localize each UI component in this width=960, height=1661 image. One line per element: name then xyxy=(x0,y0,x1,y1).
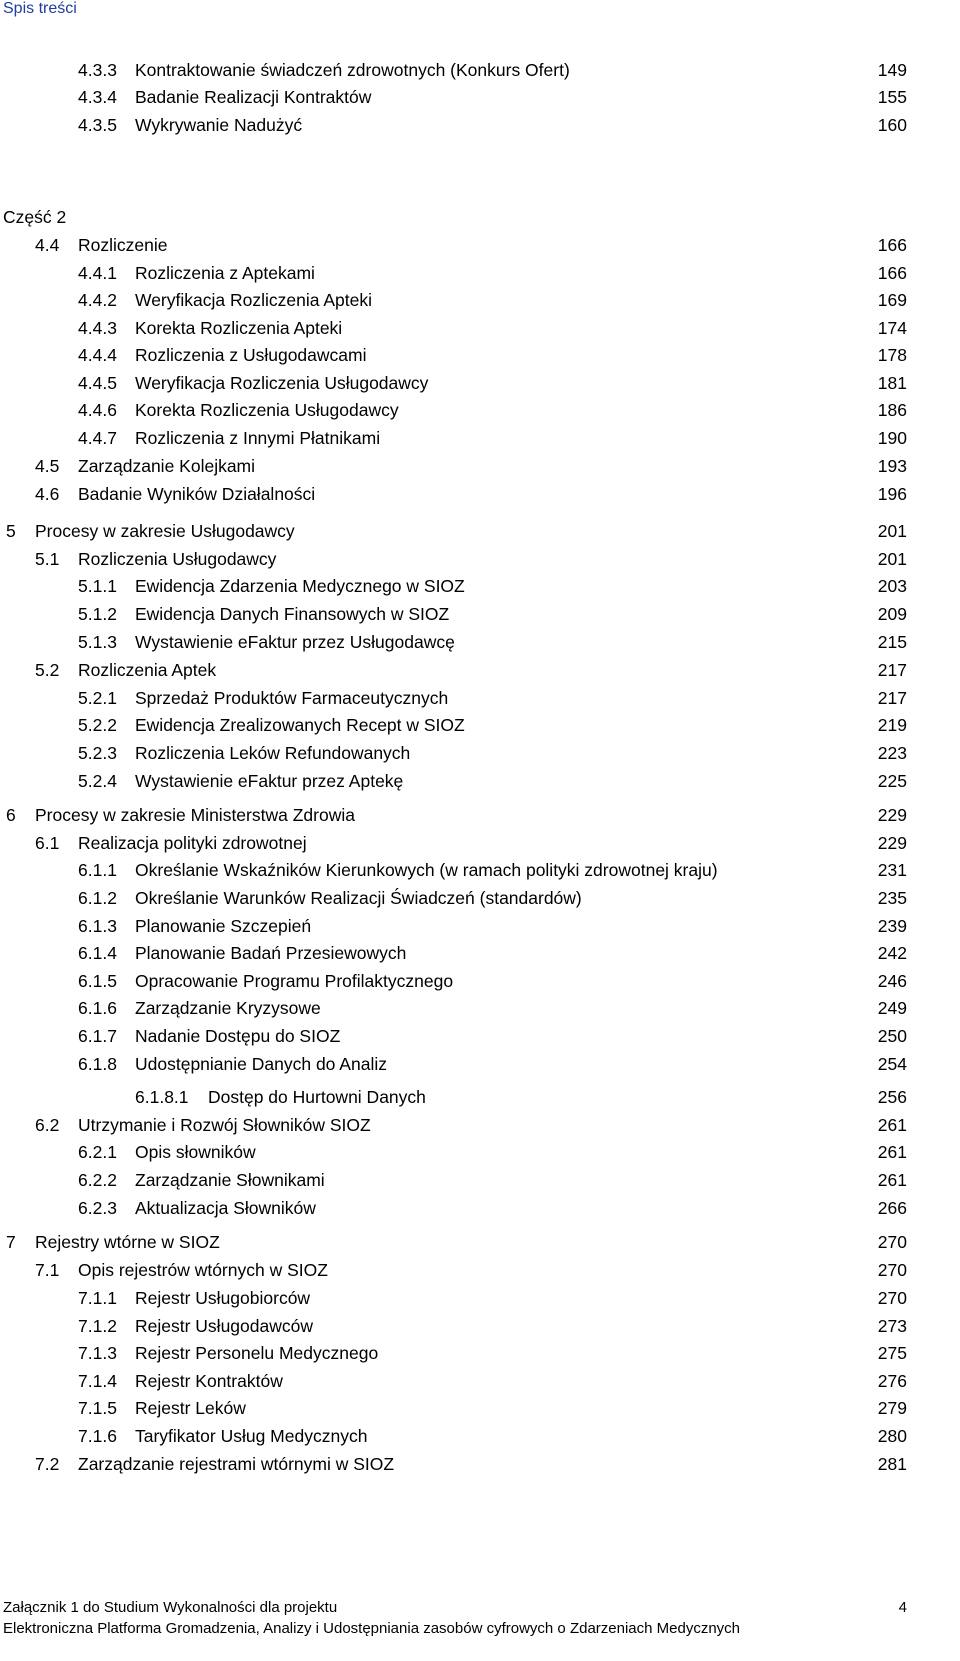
toc-entry-title: Rozliczenia z Innymi Płatnikami xyxy=(135,428,381,448)
toc-entry-title: Korekta Rozliczenia Apteki xyxy=(135,318,343,338)
toc-entry-number: 5.2 xyxy=(35,660,60,680)
toc-entry[interactable] xyxy=(0,1230,960,1254)
toc-entry-title: Wystawienie eFaktur przez Usługodawcę xyxy=(135,632,455,652)
toc-entry-page-number: 279 xyxy=(877,1398,907,1418)
toc-entry-number: 4.4.2 xyxy=(78,290,117,310)
toc-entry-page-number: 229 xyxy=(877,833,907,853)
toc-entry[interactable] xyxy=(0,996,960,1020)
toc-entry[interactable] xyxy=(0,398,960,422)
toc-entry[interactable] xyxy=(0,1024,960,1048)
toc-entry-title: Procesy w zakresie Ministerstwa Zdrowia xyxy=(35,805,355,825)
toc-entry-page-number: 196 xyxy=(877,484,907,504)
toc-entry[interactable] xyxy=(0,914,960,938)
toc-entry-title: Utrzymanie i Rozwój Słowników SIOZ xyxy=(78,1115,371,1135)
toc-part-heading: Część 2 xyxy=(3,207,67,227)
toc-entry[interactable] xyxy=(0,1196,960,1220)
toc-entry-title: Opis słowników xyxy=(135,1142,256,1162)
toc-entry-page-number: 186 xyxy=(877,400,907,420)
toc-entry-page-number: 166 xyxy=(877,235,907,255)
toc-entry[interactable] xyxy=(0,1085,960,1109)
toc-entry[interactable] xyxy=(0,969,960,993)
toc-entry-page-number: 266 xyxy=(877,1198,907,1218)
toc-entry[interactable] xyxy=(0,1452,960,1476)
toc-entry-title: Rejestr Usługobiorców xyxy=(135,1288,311,1308)
toc-entry-page-number: 261 xyxy=(877,1115,907,1135)
toc-entry-page-number: 235 xyxy=(877,888,907,908)
toc-entry[interactable] xyxy=(0,1424,960,1448)
toc-entry-page-number: 203 xyxy=(877,576,907,596)
toc-entry[interactable] xyxy=(0,288,960,312)
toc-entry-number: 6.1.8 xyxy=(78,1054,117,1074)
toc-entry-number: 7.1 xyxy=(35,1260,60,1280)
toc-entry[interactable] xyxy=(0,1286,960,1310)
toc-entry-title: Określanie Wskaźników Kierunkowych (w ramach polityki zdrowotnej kraju) xyxy=(135,860,718,880)
toc-entry-title: Realizacja polityki zdrowotnej xyxy=(78,833,307,853)
toc-entry-page-number: 239 xyxy=(877,916,907,936)
toc-entry-number: 4.4.5 xyxy=(78,373,117,393)
toc-entry-page-number: 209 xyxy=(877,604,907,624)
toc-entry-title: Rejestr Leków xyxy=(135,1398,246,1418)
toc-entry-title: Wystawienie eFaktur przez Aptekę xyxy=(135,771,404,791)
toc-entry-number: 4.4.7 xyxy=(78,428,117,448)
toc-entry[interactable] xyxy=(0,519,960,543)
toc-entry-page-number: 217 xyxy=(877,660,907,680)
toc-entry-page-number: 225 xyxy=(877,771,907,791)
toc-entry-page-number: 270 xyxy=(877,1260,907,1280)
toc-entry-title: Określanie Warunków Realizacji Świadczeń (standardów) xyxy=(135,888,582,908)
toc-entry-number: 7.1.1 xyxy=(78,1288,117,1308)
toc-entry-title: Procesy w zakresie Usługodawcy xyxy=(35,521,295,541)
toc-entry[interactable] xyxy=(0,1341,960,1365)
toc-entry-title: Rejestr Kontraktów xyxy=(135,1371,283,1391)
toc-entry-number: 6 xyxy=(6,805,16,825)
toc-entry-page-number: 169 xyxy=(877,290,907,310)
toc-entry-number: 7.1.5 xyxy=(78,1398,117,1418)
toc-entry[interactable] xyxy=(0,261,960,285)
toc-entry-title: Ewidencja Zrealizowanych Recept w SIOZ xyxy=(135,715,465,735)
toc-entry[interactable] xyxy=(0,547,960,571)
toc-entry-title: Rozliczenia Aptek xyxy=(78,660,217,680)
toc-entry-page-number: 149 xyxy=(877,60,907,80)
toc-entry-title: Badanie Wyników Działalności xyxy=(78,484,316,504)
toc-entry[interactable] xyxy=(0,482,960,506)
toc-entry-number: 4.3.5 xyxy=(78,115,117,135)
toc-entry[interactable] xyxy=(0,85,960,109)
page-header-title: Spis treści xyxy=(3,0,77,17)
toc-entry-number: 5.2.4 xyxy=(78,771,117,791)
toc-entry[interactable] xyxy=(0,1369,960,1393)
toc-entry-title: Sprzedaż Produktów Farmaceutycznych xyxy=(135,688,449,708)
toc-entry-title: Dostęp do Hurtowni Danych xyxy=(208,1087,426,1107)
toc-entry-title: Ewidencja Danych Finansowych w SIOZ xyxy=(135,604,450,624)
toc-entry-number: 5.1.1 xyxy=(78,576,117,596)
toc-entry-number: 6.1.7 xyxy=(78,1026,117,1046)
toc-entry[interactable] xyxy=(0,803,960,827)
toc-entry[interactable] xyxy=(0,1396,960,1420)
footer-line-2: Elektroniczna Platforma Gromadzenia, Analizy i Udostępniania zasobów cyfrowych o Zdarzeniach Medycznych xyxy=(3,1620,741,1637)
toc-entry-number: 4.6 xyxy=(35,484,60,504)
toc-entry[interactable] xyxy=(0,113,960,137)
toc-entry-number: 5.2.3 xyxy=(78,743,117,763)
toc-entry-number: 6.1.6 xyxy=(78,998,117,1018)
toc-entry-number: 6.1.2 xyxy=(78,888,117,908)
toc-entry[interactable] xyxy=(0,941,960,965)
toc-entry[interactable] xyxy=(0,371,960,395)
toc-entry-number: 4.3.4 xyxy=(78,87,117,107)
toc-entry-title: Opracowanie Programu Profilaktycznego xyxy=(135,971,454,991)
toc-entry[interactable] xyxy=(0,769,960,793)
toc-entry-number: 5.2.1 xyxy=(78,688,117,708)
toc-entry-title: Rozliczenie xyxy=(78,235,168,255)
toc-entry-title: Planowanie Badań Przesiewowych xyxy=(135,943,407,963)
toc-entry-title: Weryfikacja Rozliczenia Usługodawcy xyxy=(135,373,429,393)
toc-entry[interactable] xyxy=(0,1258,960,1282)
toc-entry-title: Planowanie Szczepień xyxy=(135,916,312,936)
toc-entry-title: Zarządzanie Kryzysowe xyxy=(135,998,321,1018)
toc-entry-number: 6.1.3 xyxy=(78,916,117,936)
toc-entry-title: Zarządzanie Kolejkami xyxy=(78,456,256,476)
toc-entry[interactable] xyxy=(0,343,960,367)
toc-entry[interactable] xyxy=(0,1113,960,1137)
toc-entry-number: 7.1.3 xyxy=(78,1343,117,1363)
toc-entry-page-number: 201 xyxy=(877,521,907,541)
toc-entry-number: 7 xyxy=(6,1232,16,1252)
toc-entry-page-number: 276 xyxy=(877,1371,907,1391)
toc-entry-title: Kontraktowanie świadczeń zdrowotnych (Konkurs Ofert) xyxy=(135,60,570,80)
toc-entry-page-number: 273 xyxy=(877,1316,907,1336)
toc-entry-page-number: 174 xyxy=(877,318,907,338)
toc-entry-title: Opis rejestrów wtórnych w SIOZ xyxy=(78,1260,328,1280)
toc-entry-number: 6.1.1 xyxy=(78,860,117,880)
toc-entry-number: 5.1 xyxy=(35,549,60,569)
toc-entry-number: 7.2 xyxy=(35,1454,60,1474)
toc-entry-title: Rozliczenia z Usługodawcami xyxy=(135,345,367,365)
toc-entry-title: Rejestr Personelu Medycznego xyxy=(135,1343,379,1363)
toc-entry-number: 6.2.2 xyxy=(78,1170,117,1190)
toc-entry[interactable] xyxy=(0,574,960,598)
toc-entry[interactable] xyxy=(0,858,960,882)
toc-entry[interactable] xyxy=(0,741,960,765)
toc-entry-number: 6.2 xyxy=(35,1115,60,1135)
toc-entry-page-number: 256 xyxy=(877,1087,907,1107)
toc-entry-number: 4.4.1 xyxy=(78,263,117,283)
toc-entry-number: 7.1.2 xyxy=(78,1316,117,1336)
toc-entry[interactable] xyxy=(0,58,960,82)
toc-entry-page-number: 178 xyxy=(877,345,907,365)
toc-entry-page-number: 261 xyxy=(877,1170,907,1190)
toc-entry-page-number: 275 xyxy=(877,1343,907,1363)
toc-entry-page-number: 155 xyxy=(877,87,907,107)
toc-entry-page-number: 201 xyxy=(877,549,907,569)
toc-entry[interactable] xyxy=(0,233,960,257)
toc-entry-title: Korekta Rozliczenia Usługodawcy xyxy=(135,400,399,420)
toc-entry-number: 4.3.3 xyxy=(78,60,117,80)
toc-entry-page-number: 181 xyxy=(877,373,907,393)
toc-entry[interactable] xyxy=(0,1140,960,1164)
toc-entry-number: 4.4 xyxy=(35,235,60,255)
toc-entry-number: 7.1.6 xyxy=(78,1426,117,1446)
toc-entry-page-number: 246 xyxy=(877,971,907,991)
toc-entry[interactable] xyxy=(0,205,960,229)
toc-entry-title: Rejestry wtórne w SIOZ xyxy=(35,1232,220,1252)
toc-entry-title: Rozliczenia Usługodawcy xyxy=(78,549,277,569)
toc-entry-number: 4.5 xyxy=(35,456,60,476)
toc-entry-title: Rejestr Usługodawców xyxy=(135,1316,313,1336)
toc-entry[interactable] xyxy=(0,713,960,737)
toc-entry-title: Zarządzanie Słownikami xyxy=(135,1170,325,1190)
toc-entry-number: 4.4.3 xyxy=(78,318,117,338)
toc-entry-number: 5.2.2 xyxy=(78,715,117,735)
toc-entry-number: 4.4.4 xyxy=(78,345,117,365)
toc-entry-title: Aktualizacja Słowników xyxy=(135,1198,316,1218)
toc-entry-title: Zarządzanie rejestrami wtórnymi w SIOZ xyxy=(78,1454,395,1474)
toc-entry-number: 6.1.8.1 xyxy=(135,1087,189,1107)
toc-entry-title: Nadanie Dostępu do SIOZ xyxy=(135,1026,341,1046)
toc-entry[interactable] xyxy=(0,602,960,626)
toc-entry-title: Rozliczenia z Aptekami xyxy=(135,263,315,283)
toc-entry-title: Ewidencja Zdarzenia Medycznego w SIOZ xyxy=(135,576,465,596)
toc-entry-number: 5.1.2 xyxy=(78,604,117,624)
toc-entry-page-number: 280 xyxy=(877,1426,907,1446)
toc-entry-title: Badanie Realizacji Kontraktów xyxy=(135,87,372,107)
toc-entry-page-number: 261 xyxy=(877,1142,907,1162)
toc-entry-title: Udostępnianie Danych do Analiz xyxy=(135,1054,387,1074)
toc-entry-page-number: 281 xyxy=(877,1454,907,1474)
toc-entry-page-number: 166 xyxy=(877,263,907,283)
toc-entry-page-number: 223 xyxy=(877,743,907,763)
toc-entry-page-number: 217 xyxy=(877,688,907,708)
toc-entry-page-number: 190 xyxy=(877,428,907,448)
toc-entry[interactable] xyxy=(0,686,960,710)
toc-entry-number: 5.1.3 xyxy=(78,632,117,652)
toc-entry-number: 6.1 xyxy=(35,833,60,853)
toc-entry-page-number: 231 xyxy=(877,860,907,880)
toc-entry[interactable] xyxy=(0,454,960,478)
toc-entry-page-number: 249 xyxy=(877,998,907,1018)
toc-entry-title: Taryfikator Usług Medycznych xyxy=(135,1426,368,1446)
toc-entry[interactable] xyxy=(0,1168,960,1192)
toc-entry-title: Weryfikacja Rozliczenia Apteki xyxy=(135,290,372,310)
toc-entry-number: 6.1.5 xyxy=(78,971,117,991)
toc-entry[interactable] xyxy=(0,658,960,682)
toc-entry-page-number: 229 xyxy=(877,805,907,825)
toc-entry-number: 4.4.6 xyxy=(78,400,117,420)
toc-entry-page-number: 219 xyxy=(877,715,907,735)
toc-entry[interactable] xyxy=(0,886,960,910)
toc-entry-title: Rozliczenia Leków Refundowanych xyxy=(135,743,411,763)
toc-entry[interactable] xyxy=(0,831,960,855)
toc-entry-page-number: 270 xyxy=(877,1232,907,1252)
footer-page-number: 4 xyxy=(898,1599,907,1616)
toc-entry-number: 6.1.4 xyxy=(78,943,117,963)
toc-entry[interactable] xyxy=(0,1314,960,1338)
toc-entry-title: Wykrywanie Nadużyć xyxy=(135,115,303,135)
toc-entry-page-number: 242 xyxy=(877,943,907,963)
toc-entry-page-number: 215 xyxy=(877,632,907,652)
toc-entry-page-number: 270 xyxy=(877,1288,907,1308)
toc-entry[interactable] xyxy=(0,426,960,450)
toc-entry-page-number: 250 xyxy=(877,1026,907,1046)
toc-entry[interactable] xyxy=(0,630,960,654)
toc-entry-number: 7.1.4 xyxy=(78,1371,117,1391)
toc-entry[interactable] xyxy=(0,1052,960,1076)
toc-entry-number: 6.2.3 xyxy=(78,1198,117,1218)
footer-line-1: Załącznik 1 do Studium Wykonalności dla projektu xyxy=(3,1599,338,1616)
toc-entry-number: 5 xyxy=(6,521,16,541)
toc-entry-page-number: 254 xyxy=(877,1054,907,1074)
toc-entry-page-number: 193 xyxy=(877,456,907,476)
toc-entry-number: 6.2.1 xyxy=(78,1142,117,1162)
toc-entry-page-number: 160 xyxy=(877,115,907,135)
toc-entry[interactable] xyxy=(0,316,960,340)
